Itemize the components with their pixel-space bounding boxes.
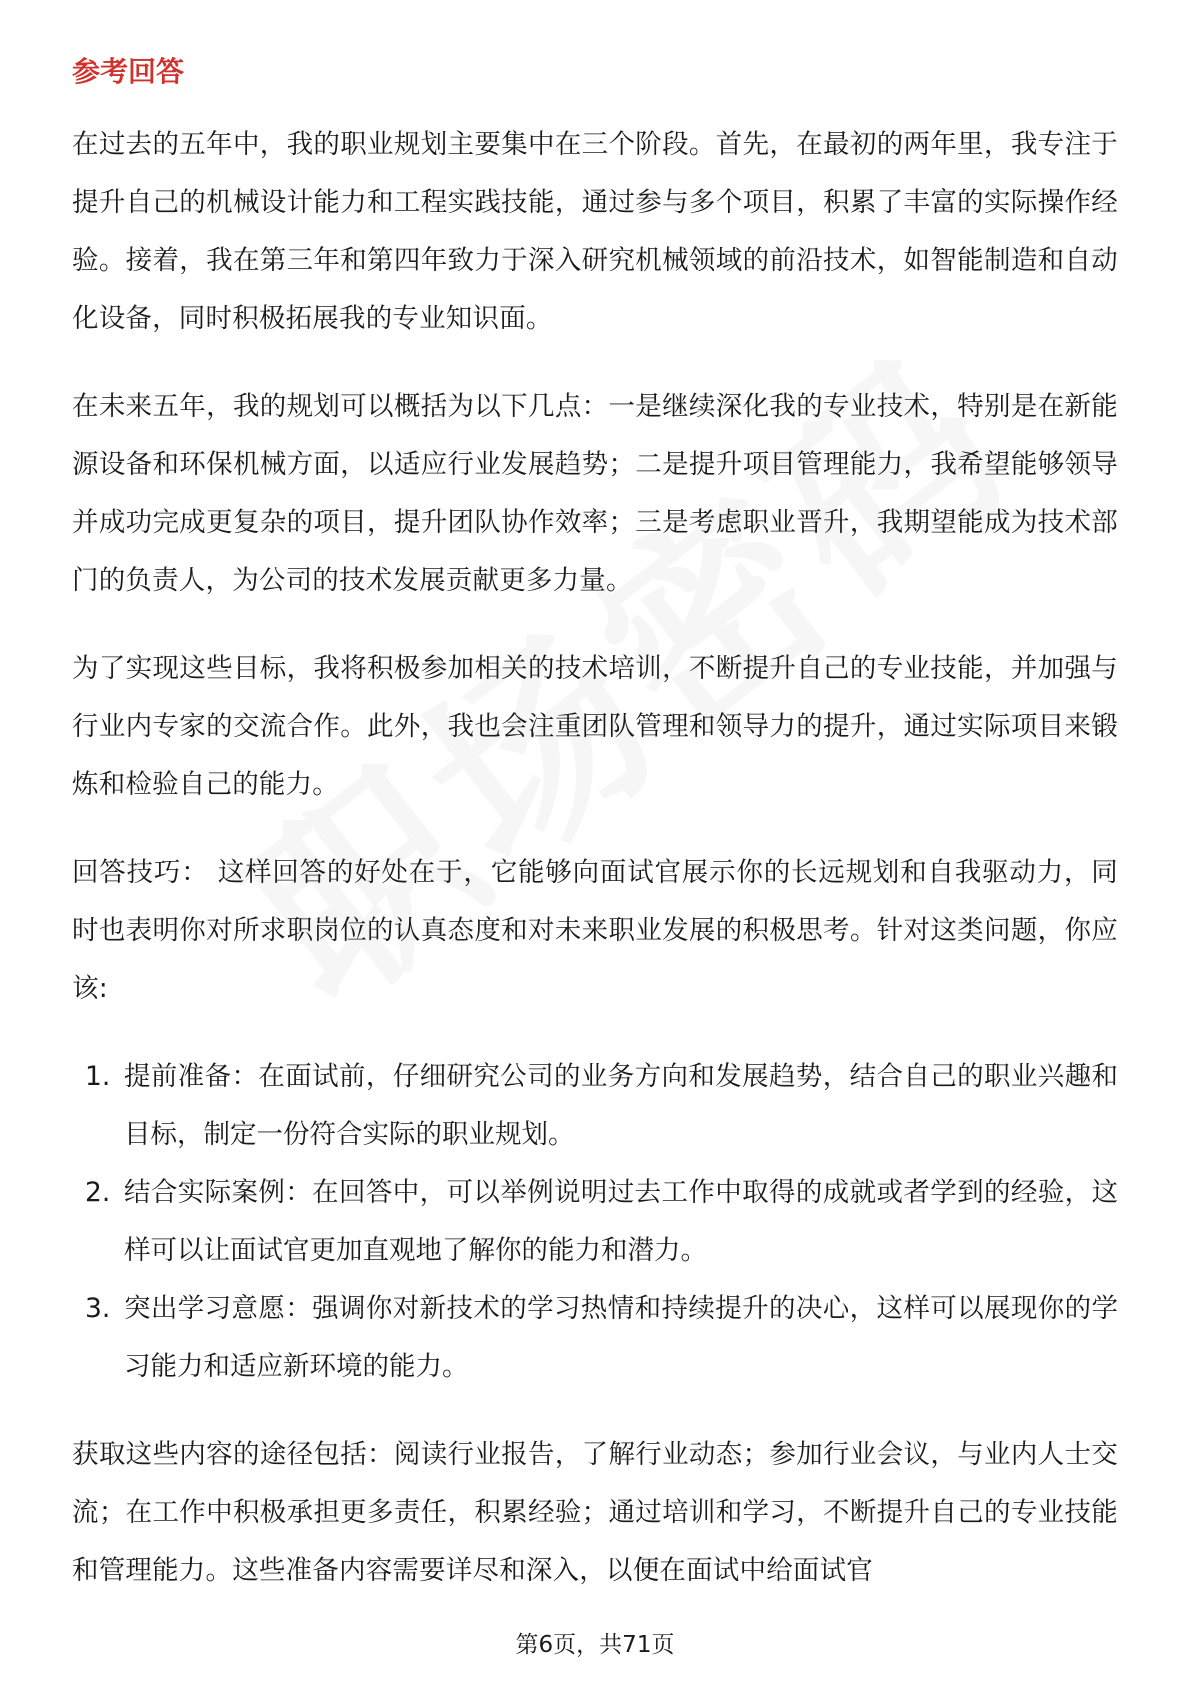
section-heading: 参考回答 [72,55,185,88]
document-body [72,50,1118,1630]
list-item-text: 提前准备：在面试前，仔细研究公司的业务方向和发展趋势，结合自己的职业兴趣和目标，制定一份符合实际的职业规划。 [124,1061,1118,1150]
paragraph-past-plan: 在过去的五年中，我的职业规划主要集中在三个阶段。首先，在最初的两年里，我专注于提升自己的机械设计能力和工程实践技能，通过参与多个项目，积累了丰富的实际操作经验。接着，我在第三年和第四年致力于深入研究机械领域的前沿技术，如智能制造和自动化设备，同时积极拓展我的专业知识面。 [72,129,1118,334]
list-item [72,1280,1118,1396]
paragraph-sources: 获取这些内容的途径包括：阅读行业报告，了解行业动态；参加行业会议，与业内人士交流；在工作中积极承担更多责任，积累经验；通过培训和学习，不断提升自己的专业技能和管理能力。这些准备内容需要详尽和深入，以便在面试中给面试官 [72,1439,1118,1586]
paragraph-answer-tips: 回答技巧： 这样回答的好处在于，它能够向面试官展示你的长远规划和自我驱动力，同时也表明你对所求职岗位的认真态度和对未来职业发展的积极思考。针对这类问题，你应该: [72,857,1118,1004]
tips-list [72,1048,1118,1396]
list-item-number: 1. [85,1061,111,1092]
paragraph-goals: 为了实现这些目标，我将积极参加相关的技术培训，不断提升自己的专业技能，并加强与行业内专家的交流合作。此外，我也会注重团队管理和领导力的提升，通过实际项目来锻炼和检验自己的能力。 [72,653,1118,800]
paragraph-future-plan: 在未来五年，我的规划可以概括为以下几点：一是继续深化我的专业技术，特别是在新能源设备和环保机械方面，以适应行业发展趋势；二是提升项目管理能力，我希望能够领导并成功完成更复杂的项目，提升团队协作效率；三是考虑职业晋升，我期望能成为技术部门的负责人，为公司的技术发展贡献更多力量。 [72,391,1118,596]
list-item-number: 3. [85,1293,111,1324]
list-item-number: 2. [85,1177,111,1208]
page-number: 第6页，共71页 [515,1632,675,1658]
list-item [72,1048,1118,1164]
list-item [72,1164,1118,1280]
list-item-text: 结合实际案例：在回答中，可以举例说明过去工作中取得的成就或者学到的经验，这样可以让面试官更加直观地了解你的能力和潜力。 [124,1177,1118,1266]
list-item-text: 突出学习意愿：强调你对新技术的学习热情和持续提升的决心，这样可以展现你的学习能力和适应新环境的能力。 [124,1293,1118,1382]
